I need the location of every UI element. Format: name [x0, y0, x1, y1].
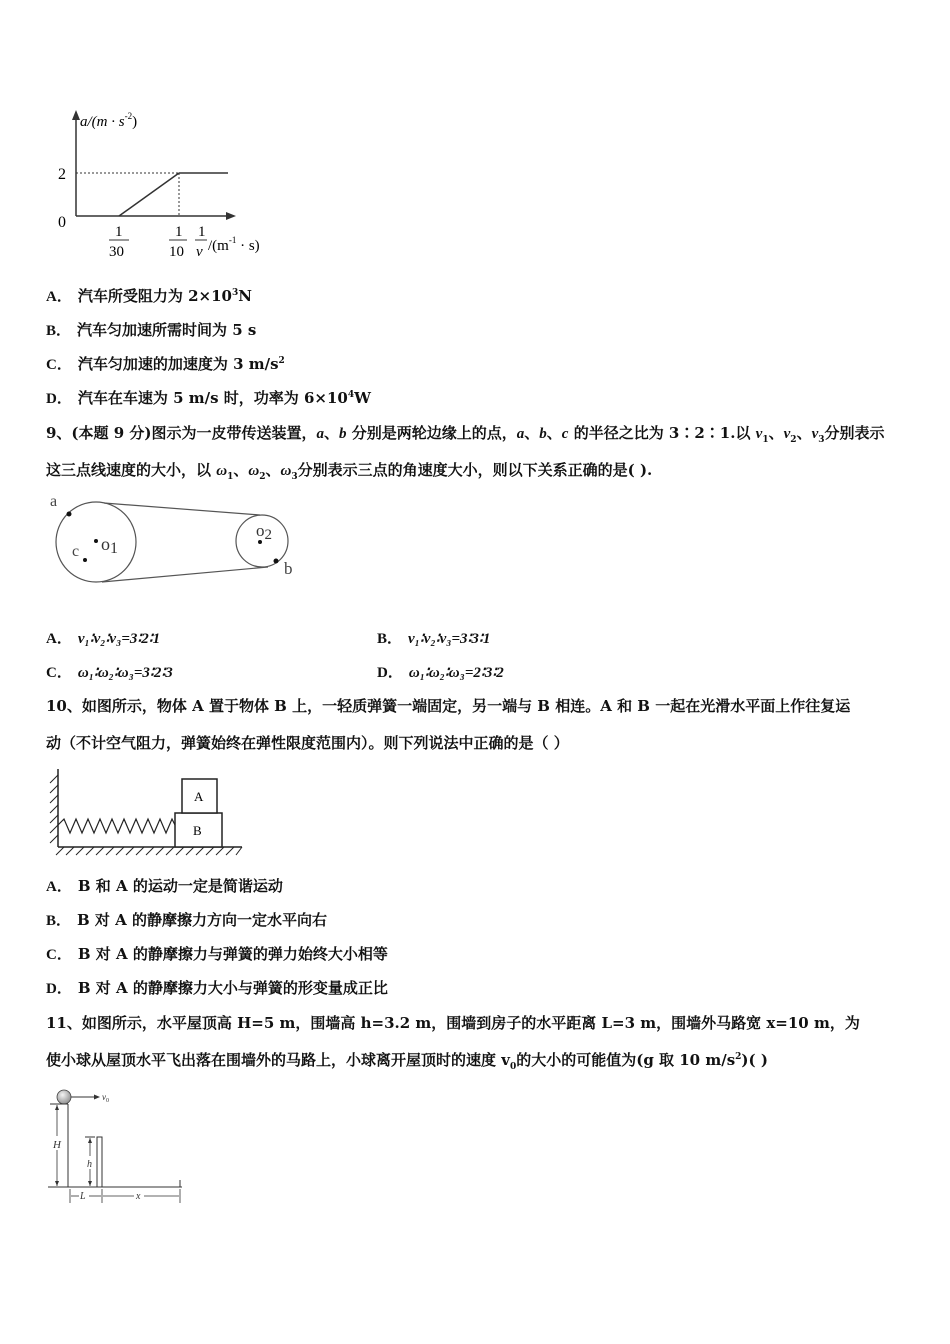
option-label: C．	[46, 665, 72, 681]
block-b-label: B	[193, 823, 202, 838]
q11-projectile-figure	[44, 1088, 189, 1208]
h-label: h	[87, 1159, 92, 1170]
q10-stem-line2: 动（不计空气阻力，弹簧始终在弹性限度范围内）。则下列说法中正确的是（ ）	[46, 734, 569, 752]
option-label: B．	[46, 323, 72, 339]
q8-x-tick1-den: 30	[109, 244, 124, 260]
q10-spring-figure	[44, 765, 244, 857]
q11-stem-line2: 使小球从屋顶水平飞出落在围墙外的马路上，小球离开屋顶时的速度 $v_0$的大小的可能值为(g 取 10 $m/s^2$)( )	[46, 1051, 768, 1072]
option-label: B．	[46, 913, 72, 929]
option-text: v₁∶v₂∶v₃=3∶2∶1	[77, 631, 161, 647]
q8-x-tick2-den: 10	[169, 244, 184, 260]
option-label: A．	[46, 879, 72, 895]
q8-origin: 0	[58, 214, 66, 231]
H-label: H	[53, 1139, 61, 1151]
q9-stem-line2: 这三点线速度的大小，以 $\omega_1$、$\omega_2$、$\omega_3$分别表示三点的角速度大小，则以下关系正确的是( ).	[46, 461, 653, 482]
q8-option-b[interactable]	[46, 320, 256, 341]
q8-y-tick-2: 2	[58, 166, 66, 183]
block-a-label: A	[194, 789, 204, 804]
ball	[57, 1090, 71, 1104]
point-b-label: b	[284, 559, 293, 578]
q8-x-axis-den: v	[196, 244, 203, 260]
q8-x-axis-num: 1	[198, 224, 206, 240]
option-label: B．	[377, 631, 403, 647]
option-text: B 和 A 的运动一定是简谐运动	[77, 877, 283, 895]
q8-chart-svg	[46, 104, 276, 264]
q11-stem-line1: 11、如图所示，水平屋顶高 H=5 m，围墙高 h=3.2 m，围墙到房子的水平距离 L=3 m，围墙外马路宽 x=10 m，为	[46, 1014, 860, 1032]
option-label: D．	[377, 665, 403, 681]
q10-stem-line1: 10、如图所示，物体 A 置于物体 B 上，一轻质弹簧一端固定，另一端与 B 相连。A 和 B 一起在光滑水平面上作往复运	[46, 697, 851, 715]
q9-option-d[interactable]	[377, 662, 504, 683]
q8-option-a[interactable]	[46, 286, 252, 307]
v0-label: $v_0$	[102, 1092, 109, 1104]
option-sup: 2	[278, 356, 285, 366]
q8-option-c[interactable]	[46, 354, 285, 375]
q8-x-tick2-num: 1	[175, 224, 183, 240]
q10-option-d[interactable]	[46, 978, 388, 999]
q8-acceleration-chart	[46, 104, 276, 264]
option-label: D．	[46, 391, 72, 407]
option-label: C．	[46, 947, 72, 963]
option-text: 汽车匀加速的加速度为 3 m/s	[77, 355, 279, 373]
q11-projectile-svg	[44, 1088, 189, 1208]
wall	[97, 1137, 102, 1187]
o2-label: o2	[256, 521, 272, 543]
q9-option-c[interactable]	[46, 662, 173, 683]
q9-option-b[interactable]	[377, 628, 490, 649]
L-label: L	[80, 1191, 86, 1202]
point-a-label: a	[50, 493, 58, 510]
q8-y-axis-label: $a/(m \cdot s^{-2})$	[80, 111, 138, 130]
option-text: 汽车匀加速所需时间为 5 s	[77, 321, 257, 339]
o1-label: o1	[101, 534, 118, 557]
q8-x-axis-unit: $/(m^{-1} \cdot s)$	[208, 235, 260, 254]
q10-option-b[interactable]	[46, 910, 327, 931]
q9-belt-svg	[44, 490, 304, 590]
option-label: A．	[46, 631, 72, 647]
option-label: D．	[46, 981, 72, 997]
q9-stem-line1: 9、(本题 9 分)图示为一皮带传送装置，a、b 分别是两轮边缘上的点，a、b、c 的半径之比为 3∶2∶1.以 $v_1$、$v_2$、$v_3$分别表示	[46, 424, 885, 445]
q9-option-a[interactable]	[46, 628, 160, 649]
option-tail: W	[354, 389, 371, 407]
q8-option-d[interactable]	[46, 388, 371, 409]
option-text: v₁∶v₂∶v₃=3∶3∶1	[408, 631, 491, 647]
option-text: ω₁∶ω₂∶ω₃=2∶3∶2	[408, 665, 504, 681]
option-text: 汽车所受阻力为 2×10	[77, 287, 232, 305]
option-text: ω₁∶ω₂∶ω₃=3∶2∶3	[77, 665, 173, 681]
q10-option-a[interactable]	[46, 876, 283, 897]
point-c-label: c	[72, 543, 80, 560]
option-text: B 对 A 的静摩擦力方向一定水平向右	[77, 911, 328, 929]
option-text: B 对 A 的静摩擦力大小与弹簧的形变量成正比	[77, 979, 388, 997]
x-label: x	[136, 1191, 141, 1202]
option-sup: 3	[231, 288, 239, 298]
q8-x-tick1-num: 1	[115, 224, 123, 240]
q10-option-c[interactable]	[46, 944, 388, 965]
option-label: C．	[46, 357, 72, 373]
option-text: 汽车在车速为 5 m/s 时，功率为 6×10	[77, 389, 348, 407]
q9-belt-figure	[44, 490, 304, 590]
q10-spring-svg	[44, 765, 244, 857]
option-sup: 4	[347, 390, 355, 400]
option-text: B 对 A 的静摩擦力与弹簧的弹力始终大小相等	[77, 945, 388, 963]
option-label: A．	[46, 289, 72, 305]
option-tail: N	[238, 287, 252, 305]
